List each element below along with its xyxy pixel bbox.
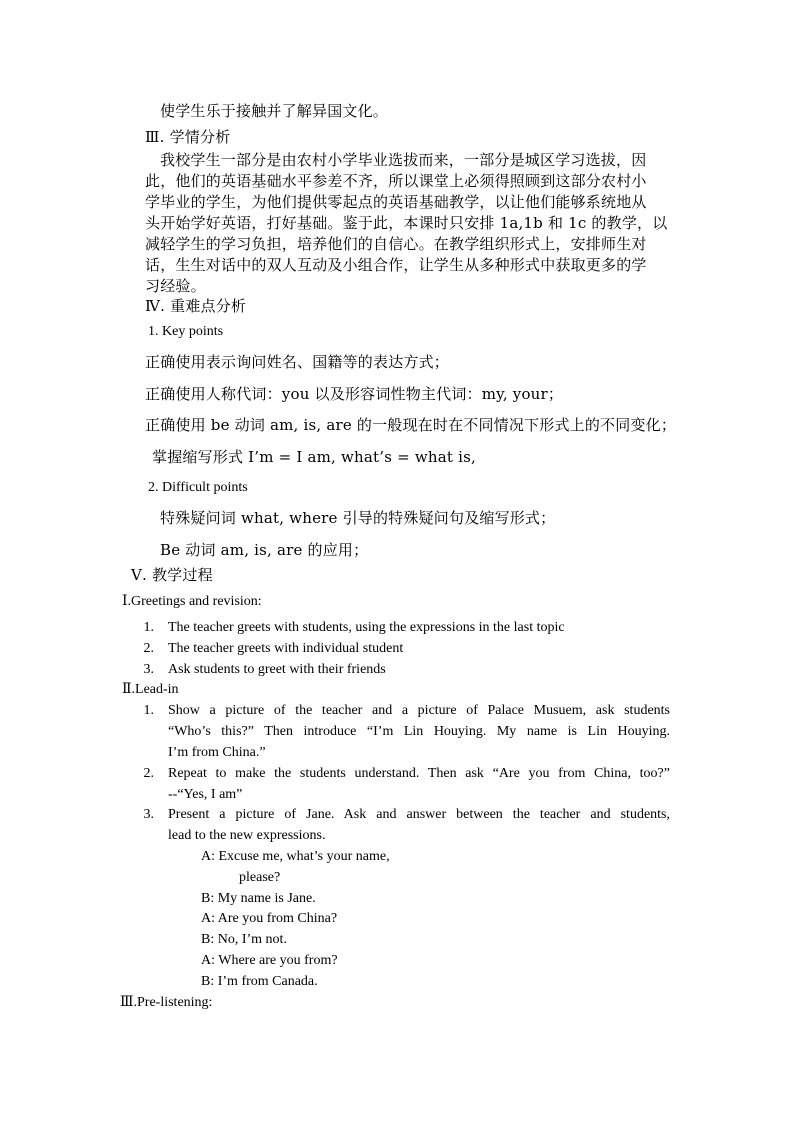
lead-in-item-3-line: Present a picture of Jane. Ask and answer between the teacher and students, <box>168 807 670 822</box>
part-1-item: Ask students to greet with their friends <box>168 662 386 677</box>
section-4-title: Ⅳ. 重难点分析 <box>145 297 247 315</box>
lead-in-item-3-line: lead to the new expressions. <box>168 828 326 843</box>
part-1-item: The teacher greets with individual student <box>168 641 404 656</box>
dialog-line: A: Are you from China? <box>201 911 338 926</box>
difficult-point-item: Be 动词 am, is, are 的应用； <box>160 541 369 559</box>
difficult-point-item: 特殊疑问词 what, where 引导的特殊疑问句及缩写形式； <box>160 509 556 527</box>
list-number: 2. <box>143 766 154 781</box>
section-3-para-line: 习经验。 <box>145 277 206 295</box>
lead-in-item-2-line: --“Yes, I am” <box>168 787 243 802</box>
section-3-para-line: 头开始学好英语，打好基础。鉴于此，本课时只安排 1a,1b 和 1c 的教学，以 <box>145 214 668 232</box>
key-point-item: 正确使用人称代词：you 以及形容词性物主代词：my, your； <box>145 385 564 403</box>
list-number: 1. <box>143 703 154 718</box>
list-number: 3. <box>143 662 154 677</box>
lead-in-item-1-line: “Who’s this?” Then introduce “I’m Lin Houying. My name is Lin Houying. <box>168 724 670 739</box>
part-3-title: Ⅲ.Pre-listening: <box>120 995 213 1010</box>
key-points-label: 1. Key points <box>148 324 224 339</box>
part-1-title: Ⅰ.Greetings and revision: <box>122 594 262 609</box>
dialog-line: B: I’m from Canada. <box>201 974 318 989</box>
dialog-line: B: My name is Jane. <box>201 891 316 906</box>
key-point-item: 掌握缩写形式 I’m = I am, what’s = what is, <box>152 448 476 466</box>
list-number: 2. <box>143 641 154 656</box>
intro-line: 使学生乐于接触并了解异国文化。 <box>160 102 389 120</box>
list-number: 1. <box>143 620 154 635</box>
section-3-para-line: 此，他们的英语基础水平参差不齐，所以课堂上必须得照顾到这部分农村小 <box>145 172 647 190</box>
dialog-line: A: Excuse me, what’s your name, <box>201 849 390 864</box>
key-point-item: 正确使用 be 动词 am, is, are 的一般现在时在不同情况下形式上的不同变化； <box>145 416 677 434</box>
lead-in-item-1-line: Show a picture of the teacher and a picture of Palace Musuem, ask students <box>168 703 670 718</box>
lead-in-item-2-line: Repeat to make the students understand. Then ask “Are you from China, too?” <box>168 766 670 781</box>
lead-in-item-1-line: I’m from China.” <box>168 745 266 760</box>
section-5-title: Ⅴ. 教学过程 <box>131 566 213 584</box>
difficult-points-label: 2. Difficult points <box>148 480 248 495</box>
section-3-para-line: 学毕业的学生，为他们提供零起点的英语基础教学，以让他们能够系统地从 <box>145 193 647 211</box>
dialog-line: please? <box>239 870 281 885</box>
section-3-para-line: 话，生生对话中的双人互动及小组合作，让学生从多种形式中获取更多的学 <box>145 256 647 274</box>
section-3-para-line: 减轻学生的学习负担，培养他们的自信心。在教学组织形式上，安排师生对 <box>145 235 647 253</box>
section-3-para-line: 我校学生一部分是由农村小学毕业选拔而来，一部分是城区学习选拔，因 <box>160 151 647 169</box>
part-2-title: Ⅱ.Lead-in <box>122 682 179 697</box>
key-point-item: 正确使用表示询问姓名、国籍等的表达方式； <box>145 353 450 371</box>
dialog-line: A: Where are you from? <box>201 953 338 968</box>
list-number: 3. <box>143 807 154 822</box>
section-3-title: Ⅲ. 学情分析 <box>145 128 231 146</box>
part-1-item: The teacher greets with students, using the expressions in the last topic <box>168 620 565 635</box>
dialog-line: B: No, I’m not. <box>201 932 287 947</box>
